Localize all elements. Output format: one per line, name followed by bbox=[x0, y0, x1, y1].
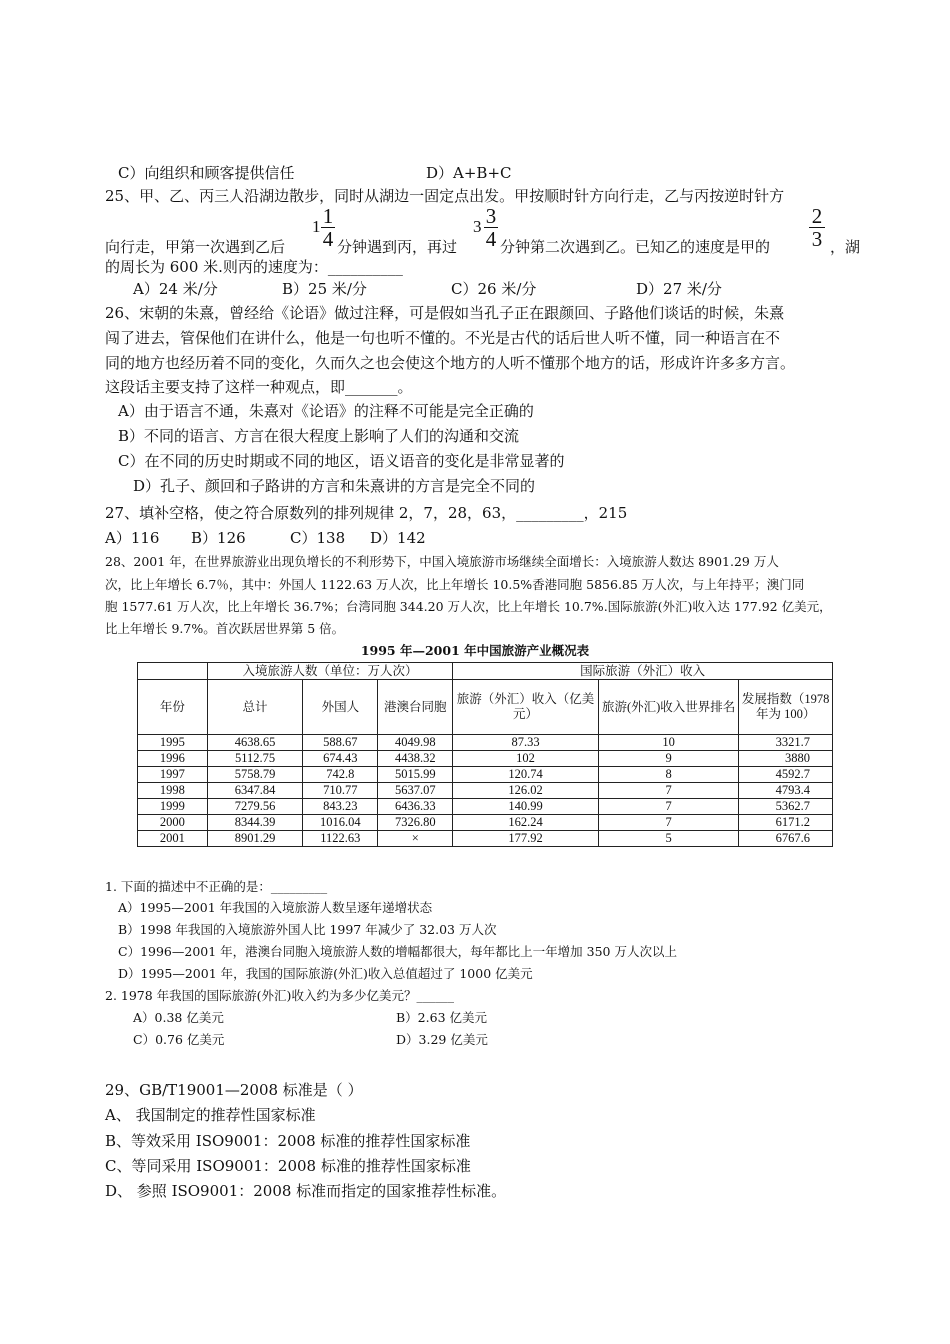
table-cell: 5362.7 bbox=[739, 799, 833, 815]
table-cell: 7279.56 bbox=[207, 799, 303, 815]
q25-stem-line2c: 分钟第二次遇到乙。已知乙的速度是甲的 bbox=[500, 238, 771, 256]
table-cell: 1997 bbox=[138, 767, 208, 783]
table-cell: 4438.32 bbox=[378, 751, 453, 767]
table-header-row bbox=[138, 680, 833, 735]
table-cell: 8 bbox=[598, 767, 738, 783]
table-cell: 4049.98 bbox=[378, 735, 453, 751]
q28-stem-line3: 胞 1577.61 万人次，比上年增长 36.7%；台湾同胞 344.20 万人次，比上年增长 10.7%.国际旅游(外汇)收入达 177.92 亿美元， bbox=[105, 599, 832, 614]
table-row bbox=[138, 735, 833, 751]
table-row bbox=[138, 783, 833, 799]
q25-option-b: B）25 米/分 bbox=[282, 280, 367, 298]
q25-fraction2-den: 4 bbox=[485, 227, 497, 251]
q27-option-d: D）142 bbox=[370, 529, 426, 547]
table-cell: 1995 bbox=[138, 735, 208, 751]
table-cell: 6436.33 bbox=[378, 799, 453, 815]
table-cell: 7326.80 bbox=[378, 815, 453, 831]
table-cell: 5 bbox=[598, 831, 738, 847]
q25-option-d: D）27 米/分 bbox=[636, 280, 722, 298]
table-cell: 5637.07 bbox=[378, 783, 453, 799]
q26-stem-line4: 这段话主要支持了这样一种观点，即_______。 bbox=[105, 378, 413, 396]
table-cell: 1122.63 bbox=[303, 831, 378, 847]
q28-sub1-option-a: A）1995—2001 年我国的入境旅游人数呈逐年递增状态 bbox=[118, 900, 433, 915]
table-cell: 102 bbox=[453, 751, 599, 767]
q28-stem-line2: 次，比上年增长 6.7％，其中：外国人 1122.63 万人次，比上年增长 10.5%香港同胞 5856.85 万人次，与上年持平；澳门同 bbox=[105, 577, 805, 592]
table-cell: 843.23 bbox=[303, 799, 378, 815]
q25-fraction1-whole: 1 bbox=[312, 217, 321, 236]
q25-fraction2 bbox=[484, 206, 498, 249]
q25-stem-line2b: 分钟遇到丙，再过 bbox=[337, 238, 458, 256]
q29-option-c: C、等同采用 ISO9001：2008 标准的推荐性国家标准 bbox=[105, 1157, 471, 1175]
table-col-header: 旅游（外汇）收入（亿美元） bbox=[453, 680, 599, 735]
q27-stem: 27、填补空格，使之符合原数列的排列规律 2，7，28，63，_________，215 bbox=[105, 504, 628, 522]
q26-option-c: C）在不同的历史时期或不同的地区，语义语音的变化是非常显著的 bbox=[118, 452, 565, 470]
q25-stem-line3: 的周长为 600 米.则丙的速度为：__________ bbox=[105, 258, 403, 276]
table-cell: 1996 bbox=[138, 751, 208, 767]
q25-stem-line2a: 向行走，甲第一次遇到乙后 bbox=[105, 238, 286, 256]
table-cell: 9 bbox=[598, 751, 738, 767]
table-col-header: 年份 bbox=[138, 680, 208, 735]
table-group-header: 国际旅游（外汇）收入 bbox=[453, 663, 833, 680]
table-cell: 710.77 bbox=[303, 783, 378, 799]
table-cell: 1016.04 bbox=[303, 815, 378, 831]
q25-fraction1-num: 1 bbox=[322, 204, 334, 228]
table-cell: 4793.4 bbox=[739, 783, 833, 799]
q28-sub1-option-b: B）1998 年我国的入境旅游外国人比 1997 年减少了 32.03 万人次 bbox=[118, 922, 497, 937]
q28-sub2-option-a: A）0.38 亿美元 bbox=[133, 1010, 224, 1025]
table-cell: 140.99 bbox=[453, 799, 599, 815]
table-row bbox=[138, 767, 833, 783]
table-cell: 2000 bbox=[138, 815, 208, 831]
table-row bbox=[138, 831, 833, 847]
table-row bbox=[138, 815, 833, 831]
table-cell: 8901.29 bbox=[207, 831, 303, 847]
q25-stem-line1: 25、甲、乙、丙三人沿湖边散步，同时从湖边一固定点出发。甲按顺时针方向行走，乙与丙按逆时针方 bbox=[105, 187, 785, 205]
table-cell: 8344.39 bbox=[207, 815, 303, 831]
table-title: 1995 年—2001 年中国旅游产业概况表 bbox=[360, 643, 590, 658]
tourism-table bbox=[137, 662, 833, 847]
table-cell: 3880 bbox=[739, 751, 833, 767]
q25-fraction3 bbox=[809, 206, 825, 249]
table-cell: 2001 bbox=[138, 831, 208, 847]
table-group-header: 入境旅游人数（单位：万人次） bbox=[207, 663, 453, 680]
table-cell: 6347.84 bbox=[207, 783, 303, 799]
table-col-header: 总计 bbox=[207, 680, 303, 735]
table-cell: 4592.7 bbox=[739, 767, 833, 783]
q26-option-b: B）不同的语言、方言在很大程度上影响了人们的沟通和交流 bbox=[118, 427, 520, 445]
q28-sub1-option-d: D）1995—2001 年，我国的国际旅游(外汇)收入总值超过了 1000 亿美元 bbox=[118, 966, 533, 981]
table-cell: 7 bbox=[598, 815, 738, 831]
table-group-header-row bbox=[138, 663, 833, 680]
q25-fraction3-num: 2 bbox=[811, 204, 823, 228]
q28-sub1-option-c: C）1996—2001 年，港澳台同胞入境旅游人数的增幅都很大，每年都比上一年增加 350 万人次以上 bbox=[118, 944, 677, 959]
table-corner bbox=[138, 663, 208, 680]
table-cell: 1999 bbox=[138, 799, 208, 815]
table-cell: 5758.79 bbox=[207, 767, 303, 783]
q26-stem-line2: 闯了进去，管保他们在讲什么，他是一句也听不懂的。不光是古代的话后世人听不懂，同一种语言在不 bbox=[105, 329, 781, 347]
table-cell: 7 bbox=[598, 799, 738, 815]
q28-sub2-option-c: C）0.76 亿美元 bbox=[133, 1032, 225, 1047]
q26-stem-line3: 同的地方也经历着不同的变化，久而久之也会使这个地方的人听不懂那个地方的话，形成许许多多方言。 bbox=[105, 354, 796, 372]
table-cell: 6171.2 bbox=[739, 815, 833, 831]
table-cell: 1998 bbox=[138, 783, 208, 799]
q27-option-b: B）126 bbox=[191, 529, 246, 547]
table-cell: 4638.65 bbox=[207, 735, 303, 751]
q28-stem-line1: 28、2001 年，在世界旅游业出现负增长的不利形势下，中国入境旅游市场继续全面增长：入境旅游人数达 8901.29 万人 bbox=[105, 554, 779, 569]
table-cell: 588.67 bbox=[303, 735, 378, 751]
table-cell: 3321.7 bbox=[739, 735, 833, 751]
q28-stem-line4: 比上年增长 9.7%。首次跃居世界第 5 倍。 bbox=[105, 621, 345, 636]
q29-option-a: A、 我国制定的推荐性国家标准 bbox=[105, 1106, 316, 1124]
q25-option-a: A）24 米/分 bbox=[133, 280, 218, 298]
table-cell: 120.74 bbox=[453, 767, 599, 783]
table-cell: 87.33 bbox=[453, 735, 599, 751]
table-cell: 742.8 bbox=[303, 767, 378, 783]
q28-sub2-option-b: B）2.63 亿美元 bbox=[396, 1010, 487, 1025]
table-cell: 674.43 bbox=[303, 751, 378, 767]
q24-option-c: C）向组织和顾客提供信任 bbox=[118, 164, 295, 182]
table-cell: 177.92 bbox=[453, 831, 599, 847]
table-row bbox=[138, 751, 833, 767]
table-cell: 7 bbox=[598, 783, 738, 799]
q25-fraction1-den: 4 bbox=[322, 227, 334, 251]
q28-sub2-option-d: D）3.29 亿美元 bbox=[396, 1032, 488, 1047]
table-cell: 10 bbox=[598, 735, 738, 751]
q27-option-c: C）138 bbox=[290, 529, 346, 547]
q25-fraction3-den: 3 bbox=[811, 227, 823, 251]
q25-stem-line2d: ，湖 bbox=[830, 238, 861, 256]
table-col-header: 外国人 bbox=[303, 680, 378, 735]
q26-option-d: D）孔子、颜回和子路讲的方言和朱熹讲的方言是完全不同的 bbox=[133, 477, 536, 495]
table-col-header: 旅游(外汇)收入世界排名 bbox=[598, 680, 738, 735]
table-row bbox=[138, 799, 833, 815]
table-cell: 5112.75 bbox=[207, 751, 303, 767]
table-cell: 6767.6 bbox=[739, 831, 833, 847]
q28-sub1-stem: 1. 下面的描述中不正确的是：_________ bbox=[105, 879, 328, 894]
q26-stem-line1: 26、宋朝的朱熹，曾经给《论语》做过注释，可是假如当孔子正在跟颜回、子路他们谈话的时候，朱熹 bbox=[105, 304, 785, 322]
table-col-header: 港澳台同胞 bbox=[378, 680, 453, 735]
table-cell: 5015.99 bbox=[378, 767, 453, 783]
q29-option-b: B、等效采用 ISO9001：2008 标准的推荐性国家标准 bbox=[105, 1132, 471, 1150]
table-col-header: 发展指数（1978 年为 100） bbox=[739, 680, 833, 735]
q26-option-a: A）由于语言不通，朱熹对《论语》的注释不可能是完全正确的 bbox=[118, 402, 534, 420]
q25-fraction2-num: 3 bbox=[485, 204, 497, 228]
q25-fraction1 bbox=[321, 206, 335, 249]
q29-stem: 29、GB/T19001—2008 标准是（ ） bbox=[105, 1081, 363, 1099]
table-cell: × bbox=[378, 831, 453, 847]
q24-option-d: D）A+B+C bbox=[426, 164, 512, 182]
table-cell: 162.24 bbox=[453, 815, 599, 831]
q25-option-c: C）26 米/分 bbox=[451, 280, 537, 298]
q27-option-a: A）116 bbox=[105, 529, 160, 547]
table-cell: 126.02 bbox=[453, 783, 599, 799]
q28-sub2-stem: 2. 1978 年我国的国际旅游(外汇)收入约为多少亿美元？______ bbox=[105, 988, 454, 1003]
q25-fraction2-whole: 3 bbox=[473, 217, 482, 236]
q29-option-d: D、 参照 ISO9001：2008 标准而指定的国家推荐性标准。 bbox=[105, 1182, 507, 1200]
